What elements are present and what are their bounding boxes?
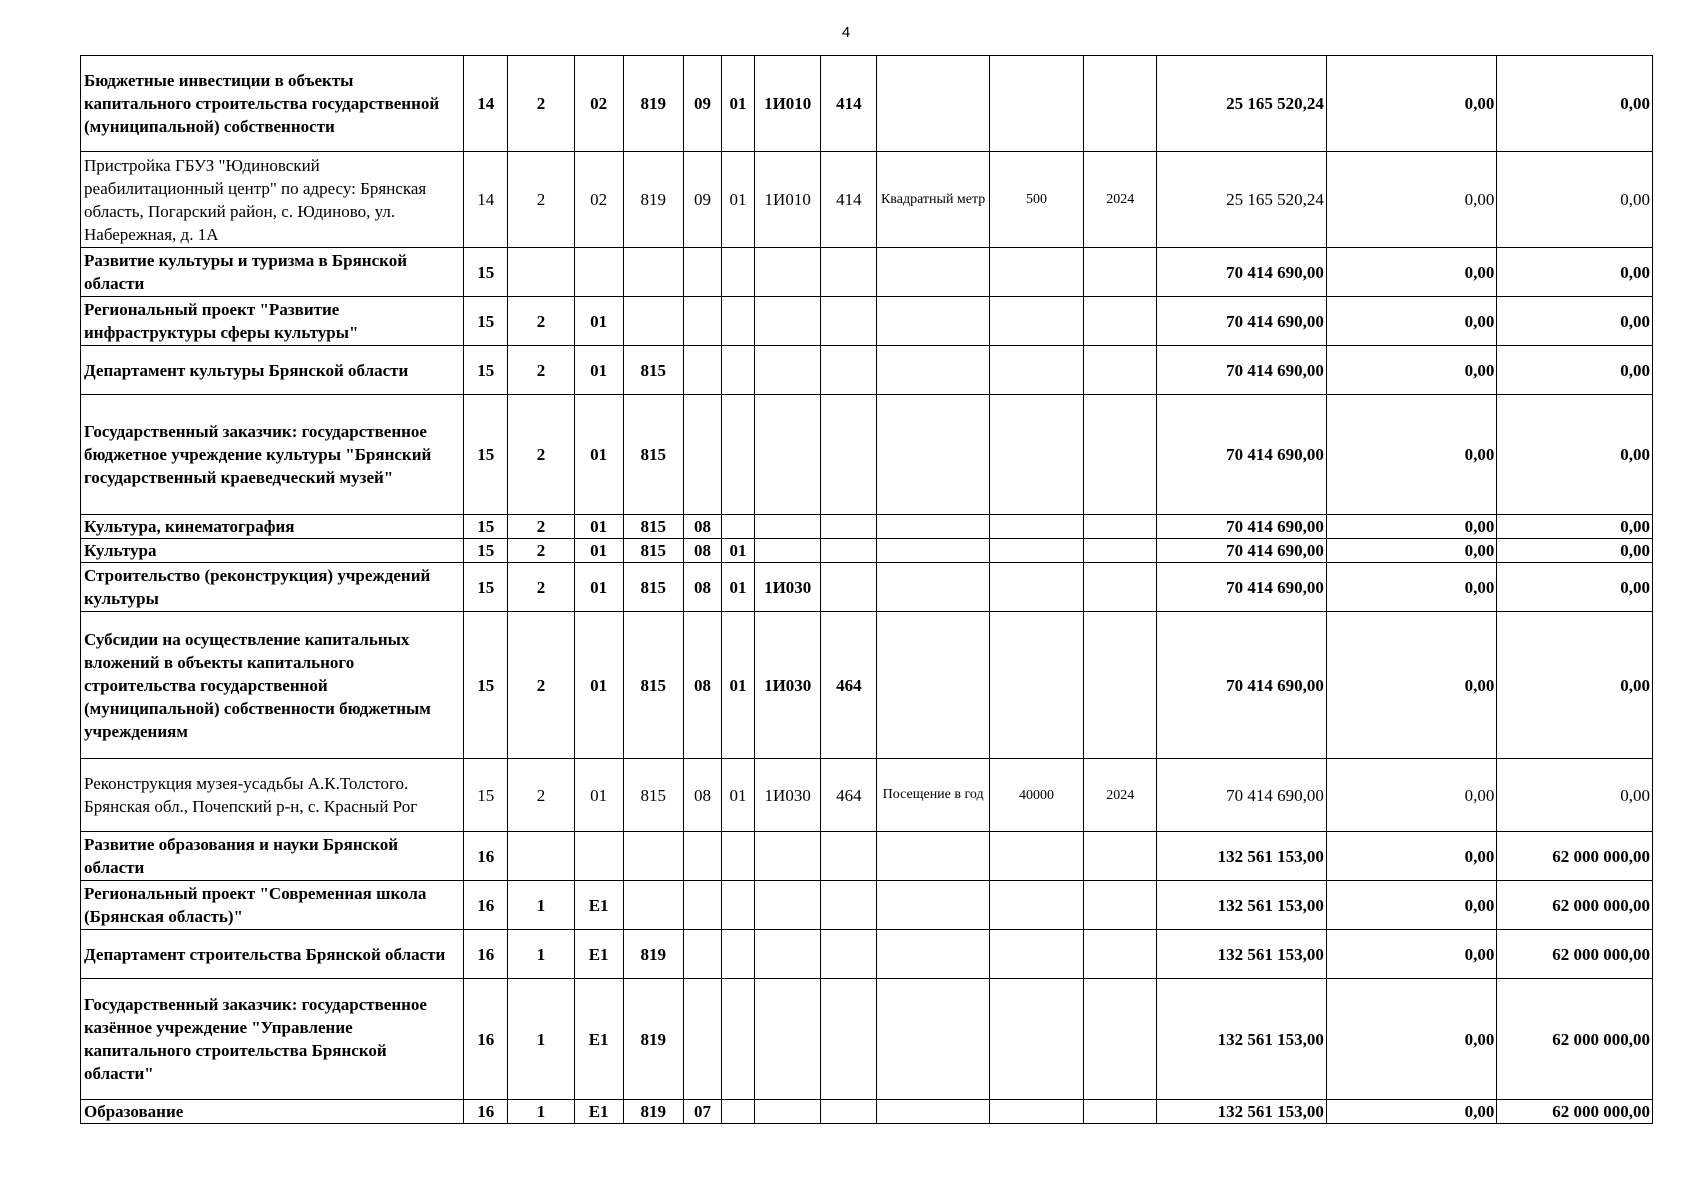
cell-sum-year2: 0,00: [1326, 563, 1497, 612]
cell-code-subsection: 01: [722, 563, 755, 612]
table-row: [81, 346, 1653, 395]
cell-code-gov: 815: [623, 612, 683, 759]
cell-year: [1084, 930, 1157, 979]
cell-sum-year3: 0,00: [1497, 563, 1653, 612]
cell-sum-year1: 132 561 153,00: [1157, 979, 1327, 1100]
cell-code-subsection: [722, 832, 755, 881]
cell-year: [1084, 297, 1157, 346]
cell-code-gov: [623, 297, 683, 346]
cell-capacity: [989, 930, 1083, 979]
cell-capacity: [989, 539, 1083, 563]
cell-code-type: [508, 248, 574, 297]
cell-code-direction: [755, 1100, 821, 1124]
table-row: [81, 297, 1653, 346]
table-row: [81, 930, 1653, 979]
cell-code-type: 2: [508, 297, 574, 346]
cell-sum-year1: 132 561 153,00: [1157, 1100, 1327, 1124]
cell-year: [1084, 515, 1157, 539]
page-number: 4: [841, 24, 851, 41]
cell-sum-year2: 0,00: [1326, 539, 1497, 563]
cell-code-direction: [755, 515, 821, 539]
cell-capacity: [989, 346, 1083, 395]
cell-sum-year2: 0,00: [1326, 56, 1497, 152]
cell-code-direction: [755, 248, 821, 297]
cell-sum-year2: 0,00: [1326, 395, 1497, 515]
cell-sum-year1: 25 165 520,24: [1157, 152, 1327, 248]
cell-sum-year1: 70 414 690,00: [1157, 515, 1327, 539]
cell-year: 2024: [1084, 759, 1157, 832]
cell-name: Пристройка ГБУЗ "Юдиновский реабилитационный центр" по адресу: Брянская область, Погарский район, с. Юдиново, ул. Набережная, д. 1А: [81, 152, 464, 248]
cell-sum-year2: 0,00: [1326, 1100, 1497, 1124]
cell-unit: [877, 346, 989, 395]
cell-sum-year2: 0,00: [1326, 979, 1497, 1100]
cell-code-expense-type: [821, 297, 877, 346]
cell-code-section: 08: [683, 515, 721, 539]
cell-code-gp: 15: [464, 297, 508, 346]
cell-code-direction: 1И030: [755, 759, 821, 832]
cell-name: Бюджетные инвестиции в объекты капитального строительства государственной (муниципальной) собственности: [81, 56, 464, 152]
cell-code-type: [508, 832, 574, 881]
cell-capacity: 500: [989, 152, 1083, 248]
cell-code-gp: 15: [464, 563, 508, 612]
cell-year: [1084, 346, 1157, 395]
cell-code-direction: [755, 832, 821, 881]
cell-code-type: 2: [508, 515, 574, 539]
cell-unit: Квадратный метр: [877, 152, 989, 248]
cell-sum-year3: 0,00: [1497, 248, 1653, 297]
cell-code-section: [683, 297, 721, 346]
cell-sum-year2: 0,00: [1326, 297, 1497, 346]
cell-code-gov: 815: [623, 539, 683, 563]
cell-code-project: 01: [574, 346, 623, 395]
cell-code-project: 01: [574, 759, 623, 832]
cell-year: [1084, 979, 1157, 1100]
cell-code-expense-type: [821, 515, 877, 539]
cell-code-section: [683, 346, 721, 395]
cell-code-direction: 1И030: [755, 563, 821, 612]
cell-code-gp: 15: [464, 612, 508, 759]
cell-code-gp: 15: [464, 515, 508, 539]
cell-code-section: 09: [683, 56, 721, 152]
cell-name: Образование: [81, 1100, 464, 1124]
cell-sum-year1: 70 414 690,00: [1157, 346, 1327, 395]
cell-unit: [877, 515, 989, 539]
cell-sum-year3: 0,00: [1497, 539, 1653, 563]
cell-year: [1084, 832, 1157, 881]
cell-code-project: 01: [574, 395, 623, 515]
cell-code-section: [683, 930, 721, 979]
cell-sum-year3: 0,00: [1497, 395, 1653, 515]
cell-code-type: 1: [508, 930, 574, 979]
cell-code-gp: 16: [464, 930, 508, 979]
cell-capacity: 40000: [989, 759, 1083, 832]
cell-code-subsection: 01: [722, 56, 755, 152]
cell-sum-year2: 0,00: [1326, 248, 1497, 297]
cell-code-section: [683, 979, 721, 1100]
cell-capacity: [989, 56, 1083, 152]
cell-code-gp: 15: [464, 346, 508, 395]
cell-unit: Посещение в год: [877, 759, 989, 832]
cell-code-section: 09: [683, 152, 721, 248]
cell-code-type: 2: [508, 152, 574, 248]
cell-sum-year2: 0,00: [1326, 759, 1497, 832]
cell-code-subsection: [722, 979, 755, 1100]
cell-code-gov: [623, 881, 683, 930]
cell-code-type: 1: [508, 979, 574, 1100]
table-row: [81, 563, 1653, 612]
cell-sum-year2: 0,00: [1326, 152, 1497, 248]
cell-code-expense-type: 414: [821, 152, 877, 248]
cell-name: Государственный заказчик: государственное бюджетное учреждение культуры "Брянский государственный краеведческий музей": [81, 395, 464, 515]
cell-sum-year3: 62 000 000,00: [1497, 881, 1653, 930]
cell-unit: [877, 1100, 989, 1124]
cell-code-section: 08: [683, 612, 721, 759]
cell-code-expense-type: 464: [821, 612, 877, 759]
cell-name: Развитие образования и науки Брянской области: [81, 832, 464, 881]
cell-code-gov: 819: [623, 979, 683, 1100]
table-row: [81, 979, 1653, 1100]
cell-sum-year3: 0,00: [1497, 612, 1653, 759]
cell-code-gp: 15: [464, 395, 508, 515]
cell-code-direction: [755, 979, 821, 1100]
cell-unit: [877, 612, 989, 759]
cell-sum-year1: 132 561 153,00: [1157, 832, 1327, 881]
table-row: [81, 832, 1653, 881]
cell-code-gov: 819: [623, 152, 683, 248]
cell-year: [1084, 1100, 1157, 1124]
cell-code-subsection: [722, 248, 755, 297]
cell-code-project: 01: [574, 563, 623, 612]
cell-code-type: 1: [508, 881, 574, 930]
cell-sum-year1: 25 165 520,24: [1157, 56, 1327, 152]
cell-unit: [877, 248, 989, 297]
table-row: [81, 395, 1653, 515]
cell-capacity: [989, 563, 1083, 612]
cell-code-section: 08: [683, 563, 721, 612]
cell-code-gp: 16: [464, 1100, 508, 1124]
cell-code-project: 02: [574, 152, 623, 248]
cell-name: Региональный проект "Современная школа (Брянская область)": [81, 881, 464, 930]
cell-sum-year3: 62 000 000,00: [1497, 1100, 1653, 1124]
cell-sum-year3: 0,00: [1497, 346, 1653, 395]
cell-unit: [877, 881, 989, 930]
table-row: [81, 759, 1653, 832]
cell-code-expense-type: [821, 930, 877, 979]
table-row: [81, 248, 1653, 297]
cell-code-expense-type: [821, 563, 877, 612]
cell-code-gp: 16: [464, 881, 508, 930]
cell-code-subsection: [722, 297, 755, 346]
cell-name: Департамент культуры Брянской области: [81, 346, 464, 395]
cell-code-gp: 14: [464, 152, 508, 248]
cell-sum-year3: 0,00: [1497, 515, 1653, 539]
cell-sum-year3: 62 000 000,00: [1497, 832, 1653, 881]
cell-year: [1084, 395, 1157, 515]
cell-unit: [877, 395, 989, 515]
table-row: [81, 152, 1653, 248]
cell-code-gov: 815: [623, 346, 683, 395]
cell-name: Реконструкция музея-усадьбы А.К.Толстого. Брянская обл., Почепский р-н, с. Красный Рог: [81, 759, 464, 832]
cell-code-section: [683, 881, 721, 930]
cell-capacity: [989, 1100, 1083, 1124]
cell-year: [1084, 56, 1157, 152]
cell-unit: [877, 832, 989, 881]
cell-unit: [877, 930, 989, 979]
cell-sum-year1: 132 561 153,00: [1157, 881, 1327, 930]
cell-code-gp: 14: [464, 56, 508, 152]
cell-sum-year2: 0,00: [1326, 881, 1497, 930]
cell-code-gov: 815: [623, 515, 683, 539]
cell-code-gov: 819: [623, 56, 683, 152]
cell-sum-year1: 70 414 690,00: [1157, 759, 1327, 832]
cell-code-type: 2: [508, 759, 574, 832]
cell-code-section: 07: [683, 1100, 721, 1124]
cell-code-direction: [755, 395, 821, 515]
cell-code-gov: 819: [623, 930, 683, 979]
cell-year: [1084, 881, 1157, 930]
cell-unit: [877, 56, 989, 152]
cell-sum-year1: 70 414 690,00: [1157, 612, 1327, 759]
cell-name: Государственный заказчик: государственное казённое учреждение "Управление капитального строительства Брянской области": [81, 979, 464, 1100]
cell-code-project: 01: [574, 539, 623, 563]
cell-year: [1084, 563, 1157, 612]
cell-code-gp: 16: [464, 832, 508, 881]
cell-code-expense-type: [821, 1100, 877, 1124]
cell-sum-year2: 0,00: [1326, 515, 1497, 539]
cell-code-subsection: 01: [722, 612, 755, 759]
cell-name: Субсидии на осуществление капитальных вложений в объекты капитального строительства государственной (муниципальной) собственности бюджетным учреждениям: [81, 612, 464, 759]
cell-capacity: [989, 515, 1083, 539]
cell-code-gp: 15: [464, 759, 508, 832]
cell-code-expense-type: [821, 881, 877, 930]
cell-sum-year3: 0,00: [1497, 759, 1653, 832]
cell-code-direction: [755, 539, 821, 563]
cell-code-expense-type: [821, 248, 877, 297]
cell-code-section: [683, 832, 721, 881]
cell-code-subsection: 01: [722, 152, 755, 248]
cell-code-type: 2: [508, 56, 574, 152]
cell-sum-year1: 70 414 690,00: [1157, 297, 1327, 346]
cell-sum-year1: 70 414 690,00: [1157, 539, 1327, 563]
cell-code-project: Е1: [574, 1100, 623, 1124]
cell-code-type: 2: [508, 346, 574, 395]
cell-sum-year3: 0,00: [1497, 152, 1653, 248]
cell-code-subsection: 01: [722, 759, 755, 832]
cell-year: [1084, 539, 1157, 563]
cell-code-project: 01: [574, 612, 623, 759]
cell-sum-year3: 62 000 000,00: [1497, 930, 1653, 979]
cell-code-subsection: [722, 346, 755, 395]
cell-capacity: [989, 248, 1083, 297]
cell-sum-year2: 0,00: [1326, 930, 1497, 979]
cell-code-type: 2: [508, 539, 574, 563]
cell-code-section: [683, 248, 721, 297]
cell-code-project: 01: [574, 515, 623, 539]
table-row: [81, 1100, 1653, 1124]
cell-code-gov: 819: [623, 1100, 683, 1124]
cell-code-subsection: 01: [722, 539, 755, 563]
cell-code-subsection: [722, 930, 755, 979]
cell-sum-year1: 70 414 690,00: [1157, 395, 1327, 515]
cell-unit: [877, 539, 989, 563]
cell-code-expense-type: [821, 539, 877, 563]
cell-code-project: [574, 832, 623, 881]
cell-code-direction: [755, 881, 821, 930]
table-row: [81, 56, 1653, 152]
cell-code-type: 2: [508, 395, 574, 515]
cell-code-direction: 1И010: [755, 152, 821, 248]
cell-code-type: 1: [508, 1100, 574, 1124]
cell-code-subsection: [722, 1100, 755, 1124]
cell-sum-year1: 70 414 690,00: [1157, 563, 1327, 612]
cell-sum-year2: 0,00: [1326, 346, 1497, 395]
cell-code-project: [574, 248, 623, 297]
cell-sum-year3: 0,00: [1497, 297, 1653, 346]
cell-code-project: 02: [574, 56, 623, 152]
cell-name: Культура: [81, 539, 464, 563]
cell-code-gp: 16: [464, 979, 508, 1100]
cell-capacity: [989, 297, 1083, 346]
cell-code-project: Е1: [574, 979, 623, 1100]
cell-code-project: Е1: [574, 930, 623, 979]
cell-name: Развитие культуры и туризма в Брянской области: [81, 248, 464, 297]
cell-name: Культура, кинематография: [81, 515, 464, 539]
cell-code-gp: 15: [464, 539, 508, 563]
cell-code-direction: [755, 930, 821, 979]
cell-sum-year2: 0,00: [1326, 832, 1497, 881]
cell-code-type: 2: [508, 563, 574, 612]
cell-unit: [877, 297, 989, 346]
cell-code-expense-type: [821, 979, 877, 1100]
cell-code-expense-type: [821, 832, 877, 881]
cell-name: Департамент строительства Брянской области: [81, 930, 464, 979]
cell-code-expense-type: [821, 346, 877, 395]
cell-unit: [877, 563, 989, 612]
cell-capacity: [989, 979, 1083, 1100]
cell-sum-year2: 0,00: [1326, 612, 1497, 759]
cell-sum-year1: 70 414 690,00: [1157, 248, 1327, 297]
cell-year: [1084, 612, 1157, 759]
cell-sum-year3: 0,00: [1497, 56, 1653, 152]
cell-year: 2024: [1084, 152, 1157, 248]
cell-name: Региональный проект "Развитие инфраструктуры сферы культуры": [81, 297, 464, 346]
cell-code-gov: 815: [623, 759, 683, 832]
cell-code-gov: [623, 248, 683, 297]
cell-code-subsection: [722, 515, 755, 539]
cell-code-gov: [623, 832, 683, 881]
cell-code-direction: [755, 346, 821, 395]
table-row: [81, 612, 1653, 759]
cell-code-direction: [755, 297, 821, 346]
table-row: [81, 515, 1653, 539]
cell-capacity: [989, 395, 1083, 515]
cell-code-expense-type: [821, 395, 877, 515]
cell-capacity: [989, 881, 1083, 930]
cell-code-subsection: [722, 395, 755, 515]
cell-code-gp: 15: [464, 248, 508, 297]
cell-code-gov: 815: [623, 395, 683, 515]
cell-code-type: 2: [508, 612, 574, 759]
cell-code-project: Е1: [574, 881, 623, 930]
cell-code-section: 08: [683, 539, 721, 563]
cell-code-subsection: [722, 881, 755, 930]
cell-code-direction: 1И030: [755, 612, 821, 759]
cell-code-section: [683, 395, 721, 515]
cell-sum-year1: 132 561 153,00: [1157, 930, 1327, 979]
budget-table: [80, 55, 1653, 1124]
table-row: [81, 539, 1653, 563]
cell-code-expense-type: 464: [821, 759, 877, 832]
cell-sum-year3: 62 000 000,00: [1497, 979, 1653, 1100]
cell-capacity: [989, 612, 1083, 759]
table-row: [81, 881, 1653, 930]
cell-name: Строительство (реконструкция) учреждений культуры: [81, 563, 464, 612]
cell-unit: [877, 979, 989, 1100]
cell-code-project: 01: [574, 297, 623, 346]
cell-capacity: [989, 832, 1083, 881]
cell-code-gov: 815: [623, 563, 683, 612]
cell-code-direction: 1И010: [755, 56, 821, 152]
cell-code-section: 08: [683, 759, 721, 832]
cell-year: [1084, 248, 1157, 297]
cell-code-expense-type: 414: [821, 56, 877, 152]
